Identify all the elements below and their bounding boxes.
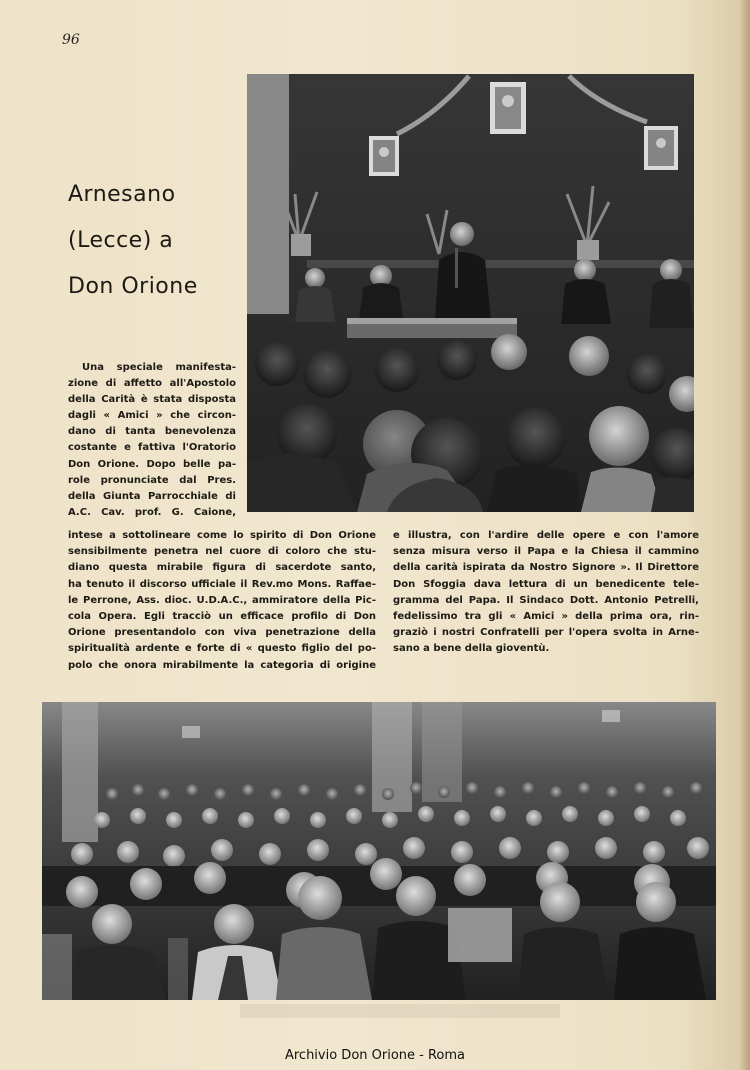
- intro-line: role pronunciate dal Pres.: [68, 474, 236, 486]
- page-edge: [740, 0, 750, 1070]
- body-line: gramma del Papa. Il Sindaco Dott. Antonio Petrelli,: [393, 594, 699, 606]
- intro-line: della Giunta Parrocchiale di: [68, 490, 236, 502]
- intro-line: costante e fattiva l'Oratorio: [68, 442, 236, 454]
- faded-caption-bleed: [240, 1004, 560, 1018]
- body-line: senza misura verso il Papa e la Chiesa il cammino: [393, 546, 699, 558]
- body-line: Orione presentandolo con viva penetrazione della: [68, 627, 376, 639]
- archive-footer: Archivio Don Orione - Roma: [284, 1048, 466, 1063]
- photo-ceremony-speaker-image: [247, 74, 694, 512]
- photo-audience-image: [42, 702, 716, 1000]
- body-column-left: [68, 528, 376, 674]
- intro-line: Don Orione. Dopo belle pa-: [68, 458, 236, 470]
- body-line: e illustra, con l'ardire delle opere e con l'amore: [393, 530, 699, 541]
- body-line: graziò i nostri Confratelli per l'opera svolta in Arne-: [393, 627, 699, 639]
- intro-line: dano di tanta benevolenza: [68, 426, 236, 438]
- article-title: [68, 172, 243, 310]
- intro-line: dagli « Amici » che circon-: [68, 410, 236, 422]
- body-column-right: [393, 528, 699, 658]
- body-line: diano questa mirabile figura di sacerdote santo,: [68, 562, 376, 574]
- body-line: Don Sfoggia dava lettura di un benedicente tele-: [393, 578, 699, 590]
- photo-ceremony-speaker: [247, 74, 694, 512]
- intro-line: A.C. Cav. prof. G. Caione,: [68, 506, 236, 518]
- intro-paragraph: [68, 360, 236, 521]
- body-line: sensibilmente penetra nel cuore di coloro che stu-: [68, 546, 376, 558]
- body-line: cola Opera. Egli tracciò un efficace profilo di Don: [68, 611, 376, 623]
- title-line: Arnesano: [68, 182, 176, 207]
- body-line: ha tenuto il discorso ufficiale il Rev.mo Mons. Raffae-: [68, 578, 376, 590]
- intro-line: zione di affetto all'Apostolo: [68, 378, 236, 390]
- body-line: intese a sottolineare come lo spirito di Don Orione: [68, 530, 376, 541]
- body-line: fedelissimo tra gli « Amici » della prima ora, rin-: [393, 611, 699, 623]
- intro-line: della Carità è stata disposta: [68, 394, 236, 406]
- page-number: 96: [62, 32, 80, 48]
- intro-line: Una speciale manifesta-: [82, 362, 236, 373]
- body-line: le Perrone, Ass. dioc. U.D.A.C., ammiratore della Pic-: [68, 594, 376, 606]
- body-line: spiritualità ardente e forte di « questo figlio del po-: [68, 643, 376, 655]
- title-line: Don Orione: [68, 274, 198, 299]
- photo-audience: [42, 702, 716, 1000]
- body-line: della carità ispirata da Nostro Signore ». Il Direttore: [393, 562, 699, 574]
- body-line: sano a bene della gioventù.: [393, 643, 550, 655]
- body-line: polo che onora mirabilmente la categoria di origine: [68, 659, 376, 671]
- title-line: (Lecce) a: [68, 228, 174, 253]
